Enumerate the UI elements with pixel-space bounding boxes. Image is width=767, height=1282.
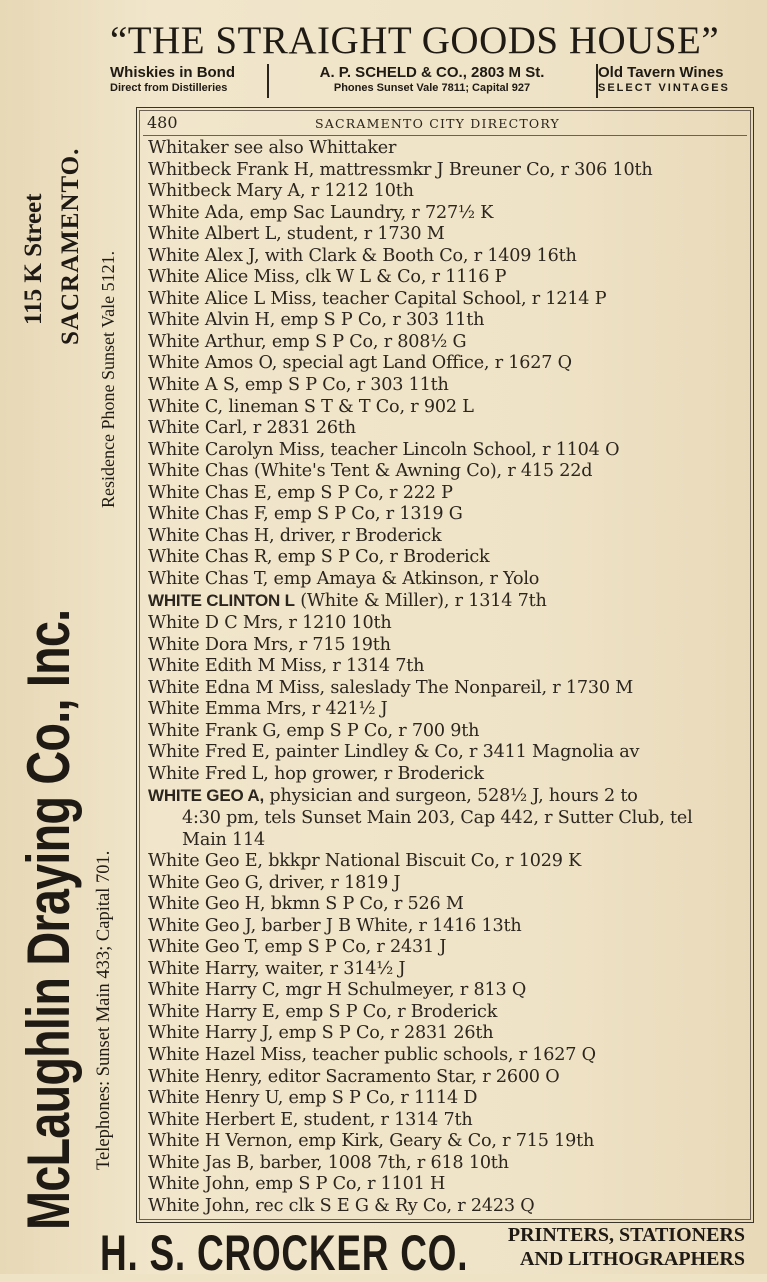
top-ad-center-line1: A. P. SCHELD & CO., 2803 M St. bbox=[319, 64, 545, 81]
entry-surname: White bbox=[148, 375, 200, 396]
entry-surname: White bbox=[148, 1066, 200, 1087]
directory-entry bbox=[148, 959, 745, 981]
entry-details: Alice L Miss, teacher Capital School, r 1214 P bbox=[199, 288, 607, 309]
entry-details: Main 114 bbox=[182, 829, 266, 850]
page-header bbox=[145, 113, 743, 135]
directory-entry bbox=[148, 721, 745, 743]
directory-entry bbox=[148, 742, 745, 764]
entry-details: Geo T, emp S P Co, r 2431 J bbox=[199, 937, 447, 958]
top-ad-left-column bbox=[110, 64, 268, 94]
directory-entry bbox=[148, 289, 745, 311]
entry-surname: White bbox=[148, 1044, 200, 1065]
entry-surname: White bbox=[148, 720, 200, 741]
entry-surname: White bbox=[148, 1174, 200, 1195]
entry-surname: White bbox=[148, 504, 200, 525]
entry-details: Harry E, emp S P Co, r Broderick bbox=[199, 1001, 498, 1022]
entry-details: Mary A, r 1212 10th bbox=[230, 181, 414, 202]
directory-entry bbox=[148, 937, 745, 959]
entry-surname: White bbox=[148, 1109, 200, 1130]
directory-entry bbox=[148, 873, 745, 895]
entry-surname: Whitaker bbox=[148, 138, 229, 158]
bottom-advertisement bbox=[96, 1222, 767, 1281]
page-title: SACRAMENTO CITY DIRECTORY bbox=[315, 116, 561, 131]
entry-surname: White bbox=[148, 439, 200, 460]
directory-entry bbox=[148, 894, 745, 916]
entry-details: Amos O, special agt Land Office, r 1627 Q bbox=[199, 353, 572, 374]
entry-surname: White bbox=[148, 482, 200, 503]
entry-details: Carolyn Miss, teacher Lincoln School, r 1104 O bbox=[199, 439, 620, 460]
entry-surname: White bbox=[148, 267, 200, 288]
entry-surname: Whitbeck bbox=[148, 159, 231, 180]
entry-details: Harry C, mgr H Schulmeyer, r 813 Q bbox=[199, 980, 527, 1001]
entry-details: Frank H, mattressmkr J Breuner Co, r 306 10th bbox=[230, 159, 653, 180]
top-ad-right-line2: SELECT VINTAGES bbox=[598, 82, 730, 94]
top-ad-center-column bbox=[272, 64, 592, 94]
top-ad-center-line2: Phones Sunset Vale 7811; Capital 927 bbox=[333, 82, 531, 94]
directory-entry bbox=[148, 1002, 745, 1024]
entry-surname: White bbox=[148, 461, 200, 482]
entry-details: (White & Miller), r 1314 7th bbox=[294, 591, 547, 612]
entry-details: Emma Mrs, r 421½ J bbox=[199, 699, 388, 720]
entry-details: John, emp S P Co, r 1101 H bbox=[199, 1174, 446, 1195]
side-ad-telephones: Telephones: Sunset Main 433; Capital 701. bbox=[94, 850, 114, 1170]
top-ad-right-line1: Old Tavern Wines bbox=[598, 64, 724, 81]
entry-details: Fred E, painter Lindley & Co, r 3411 Magnolia av bbox=[199, 742, 640, 763]
directory-entry bbox=[148, 635, 745, 657]
side-ad-company: McLaughlin Draying Co., Inc. bbox=[15, 609, 82, 1230]
entry-surname: WHITE GEO A, bbox=[148, 786, 264, 806]
entry-surname: White bbox=[148, 677, 200, 698]
entry-surname: White bbox=[148, 763, 200, 784]
entry-details: see also Whittaker bbox=[228, 138, 397, 158]
directory-entry bbox=[148, 397, 745, 419]
entry-details: Chas R, emp S P Co, r Broderick bbox=[199, 547, 490, 568]
directory-entry bbox=[148, 332, 745, 354]
entry-surname: White bbox=[148, 418, 200, 439]
entry-details: Geo G, driver, r 1819 J bbox=[199, 872, 401, 893]
entry-details: Harry J, emp S P Co, r 2831 26th bbox=[199, 1023, 494, 1044]
side-ad-street: 115 K Street bbox=[20, 193, 47, 325]
entry-details: Henry U, emp S P Co, r 1114 D bbox=[199, 1088, 478, 1109]
entry-details: Chas E, emp S P Co, r 222 P bbox=[199, 482, 453, 503]
header-rule bbox=[143, 135, 747, 136]
directory-entry bbox=[148, 1131, 745, 1153]
entry-details: Arthur, emp S P Co, r 808½ G bbox=[199, 331, 467, 352]
entry-surname: White bbox=[148, 634, 200, 655]
directory-entry bbox=[148, 547, 745, 569]
directory-entry bbox=[148, 203, 745, 225]
footer-line1: PRINTERS, STATIONERS bbox=[507, 1224, 745, 1246]
entry-continuation bbox=[148, 830, 745, 852]
footer-company: H. S. CROCKER CO. bbox=[100, 1225, 469, 1281]
directory-entry bbox=[148, 224, 745, 246]
directory-entry bbox=[148, 764, 745, 786]
directory-entry bbox=[148, 181, 745, 203]
directory-entry bbox=[148, 980, 745, 1002]
entry-details: Dora Mrs, r 715 19th bbox=[199, 634, 391, 655]
directory-entry bbox=[148, 678, 745, 700]
entry-details: Albert L, student, r 1730 M bbox=[199, 224, 445, 245]
entry-details: Frank G, emp S P Co, r 700 9th bbox=[199, 720, 480, 741]
directory-entry bbox=[148, 1088, 745, 1110]
entry-surname: White bbox=[148, 894, 200, 915]
page-number: 480 bbox=[147, 113, 178, 132]
entry-surname: White bbox=[148, 1195, 200, 1216]
entry-surname: WHITE CLINTON L bbox=[148, 591, 295, 611]
directory-entry bbox=[148, 1023, 745, 1045]
entry-surname: White bbox=[148, 980, 200, 1001]
entry-details: Fred L, hop grower, r Broderick bbox=[199, 763, 484, 784]
directory-entry bbox=[148, 851, 745, 873]
divider bbox=[267, 64, 269, 98]
entry-surname: White bbox=[148, 699, 200, 720]
entry-surname: White bbox=[148, 1152, 200, 1173]
entry-surname: White bbox=[148, 224, 200, 245]
directory-entry bbox=[148, 916, 745, 938]
entry-details: Alice Miss, clk W L & Co, r 1116 P bbox=[199, 267, 507, 288]
side-ad-residence-phone: Residence Phone Sunset Vale 5121. bbox=[98, 250, 118, 508]
directory-entry bbox=[148, 138, 745, 160]
entry-surname: White bbox=[148, 656, 200, 677]
directory-entry bbox=[148, 418, 745, 440]
top-ad-title: “THE STRAIGHT GOODS HOUSE” bbox=[110, 19, 720, 62]
entry-details: Edna M Miss, saleslady The Nonpareil, r 1730 M bbox=[199, 677, 634, 698]
directory-entry bbox=[148, 1045, 745, 1067]
entry-details: Harry, waiter, r 314½ J bbox=[199, 958, 406, 979]
entry-surname: White bbox=[148, 245, 200, 266]
entry-details: A S, emp S P Co, r 303 11th bbox=[199, 375, 449, 396]
directory-entry bbox=[148, 1110, 745, 1132]
entry-surname: Whitbeck bbox=[148, 181, 231, 202]
directory-entry bbox=[148, 590, 745, 613]
entry-surname: White bbox=[148, 851, 200, 872]
entry-continuation bbox=[148, 808, 745, 830]
entry-details: Chas (White's Tent & Awning Co), r 415 22d bbox=[199, 461, 593, 482]
top-ad-left-line1: Whiskies in Bond bbox=[110, 64, 236, 81]
entry-details: Hazel Miss, teacher public schools, r 1627 Q bbox=[199, 1044, 596, 1065]
directory-entry bbox=[148, 699, 745, 721]
directory-entry bbox=[148, 160, 745, 182]
entry-details: Ada, emp Sac Laundry, r 727½ K bbox=[199, 202, 494, 223]
directory-entry bbox=[148, 1067, 745, 1089]
entry-surname: White bbox=[148, 396, 200, 417]
entry-details: John, rec clk S E G & Ry Co, r 2423 Q bbox=[199, 1195, 535, 1216]
directory-entry bbox=[148, 1196, 745, 1218]
entry-details: D C Mrs, r 1210 10th bbox=[199, 613, 392, 634]
directory-entry bbox=[148, 375, 745, 397]
entry-details: Edith M Miss, r 1314 7th bbox=[199, 656, 425, 677]
entry-details: Carl, r 2831 26th bbox=[199, 418, 356, 439]
entry-surname: White bbox=[148, 288, 200, 309]
directory-entry bbox=[148, 569, 745, 591]
top-ad-left-line2: Direct from Distilleries bbox=[110, 82, 228, 94]
entry-surname: White bbox=[148, 742, 200, 763]
directory-entry bbox=[148, 246, 745, 268]
entry-surname: White bbox=[148, 958, 200, 979]
entry-surname: White bbox=[148, 872, 200, 893]
entry-details: C, lineman S T & T Co, r 902 L bbox=[199, 396, 474, 417]
entry-surname: White bbox=[148, 353, 200, 374]
entry-surname: White bbox=[148, 1131, 200, 1152]
directory-entry bbox=[148, 353, 745, 375]
entry-surname: White bbox=[148, 915, 200, 936]
directory-entry bbox=[148, 461, 745, 483]
side-advertisement bbox=[0, 100, 134, 1230]
directory-entries bbox=[148, 138, 745, 1217]
entry-surname: White bbox=[148, 1001, 200, 1022]
entry-details: Herbert E, student, r 1314 7th bbox=[199, 1109, 473, 1130]
directory-entry bbox=[148, 440, 745, 462]
entry-surname: White bbox=[148, 202, 200, 223]
directory-entry bbox=[148, 483, 745, 505]
entry-details: H Vernon, emp Kirk, Geary & Co, r 715 19th bbox=[199, 1131, 595, 1152]
entry-details: physician and surgeon, 528½ J, hours 2 to bbox=[263, 786, 638, 807]
entry-surname: White bbox=[148, 613, 200, 634]
top-ad-right-column bbox=[598, 64, 766, 94]
entry-details: Jas B, barber, 1008 7th, r 618 10th bbox=[199, 1152, 509, 1173]
entry-surname: White bbox=[148, 937, 200, 958]
entry-details: Geo H, bkmn S P Co, r 526 M bbox=[199, 894, 464, 915]
directory-entry bbox=[148, 1174, 745, 1196]
directory-entry bbox=[148, 1153, 745, 1175]
entry-surname: White bbox=[148, 331, 200, 352]
directory-page bbox=[136, 107, 754, 1223]
entry-details: Geo E, bkkpr National Biscuit Co, r 1029 K bbox=[199, 851, 582, 872]
entry-surname: White bbox=[148, 568, 200, 589]
entry-details: 4:30 pm, tels Sunset Main 203, Cap 442, r Sutter Club, tel bbox=[182, 807, 693, 828]
footer-line2: AND LITHOGRAPHERS bbox=[519, 1248, 745, 1270]
directory-entry bbox=[148, 526, 745, 548]
directory-entry bbox=[148, 267, 745, 289]
directory-entry bbox=[148, 656, 745, 678]
entry-surname: White bbox=[148, 1088, 200, 1109]
entry-details: Chas H, driver, r Broderick bbox=[199, 525, 442, 546]
directory-entry bbox=[148, 504, 745, 526]
directory-entry bbox=[148, 785, 745, 808]
side-ad-city: SACRAMENTO. bbox=[57, 147, 84, 345]
entry-details: Alex J, with Clark & Booth Co, r 1409 16th bbox=[199, 245, 577, 266]
entry-surname: White bbox=[148, 547, 200, 568]
top-advertisement bbox=[104, 0, 767, 106]
entry-surname: White bbox=[148, 310, 200, 331]
directory-entry bbox=[148, 613, 745, 635]
entry-details: Henry, editor Sacramento Star, r 2600 O bbox=[199, 1066, 560, 1087]
entry-surname: White bbox=[148, 1023, 200, 1044]
directory-entry bbox=[148, 310, 745, 332]
entry-details: Geo J, barber J B White, r 1416 13th bbox=[199, 915, 522, 936]
entry-surname: White bbox=[148, 525, 200, 546]
entry-details: Chas T, emp Amaya & Atkinson, r Yolo bbox=[199, 568, 540, 589]
entry-details: Chas F, emp S P Co, r 1319 G bbox=[199, 504, 463, 525]
entry-details: Alvin H, emp S P Co, r 303 11th bbox=[199, 310, 485, 331]
